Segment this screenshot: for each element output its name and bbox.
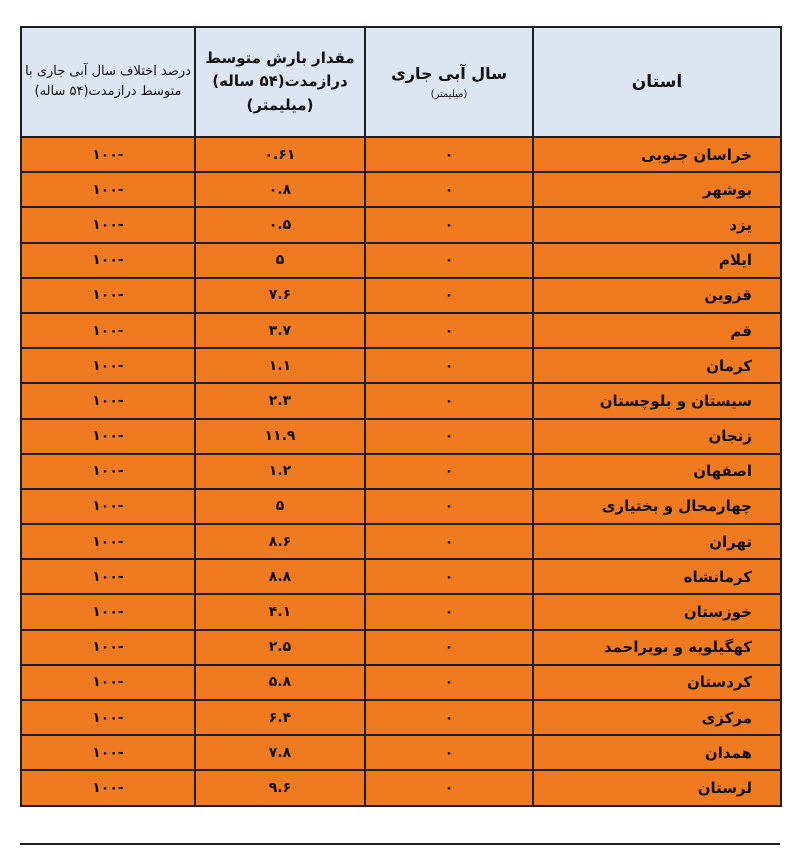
long-term-average-cell: ۶.۴ [195, 700, 365, 735]
table-row [21, 665, 781, 700]
long-term-average-cell: ۱.۲ [195, 454, 365, 489]
long-term-average-cell: ۸.۶ [195, 524, 365, 559]
table-row [21, 559, 781, 594]
table-row [21, 735, 781, 770]
header-percent-difference: درصد اختلاف سال آبی جاری با متوسط درازمدت(۵۴ ساله) [21, 27, 195, 137]
percent-difference-cell: -۱۰۰ [21, 770, 195, 805]
current-year-cell: ۰ [365, 419, 533, 454]
header-current-year [365, 27, 533, 137]
long-term-average-cell: ۹.۶ [195, 770, 365, 805]
long-term-average-cell: ۷.۸ [195, 735, 365, 770]
percent-difference-cell: -۱۰۰ [21, 243, 195, 278]
province-cell: کردستان [533, 665, 781, 700]
province-cell: قزوین [533, 278, 781, 313]
current-year-cell: ۰ [365, 770, 533, 805]
table-row [21, 770, 781, 805]
province-cell: ایلام [533, 243, 781, 278]
long-term-average-cell: ۴.۱ [195, 594, 365, 629]
province-cell: چهارمحال و بختیاری [533, 489, 781, 524]
current-year-cell: ۰ [365, 594, 533, 629]
current-year-cell: ۰ [365, 243, 533, 278]
current-year-cell: ۰ [365, 489, 533, 524]
province-cell: خوزستان [533, 594, 781, 629]
percent-difference-cell: -۱۰۰ [21, 594, 195, 629]
long-term-average-cell: ۱۱.۹ [195, 419, 365, 454]
percent-difference-cell: -۱۰۰ [21, 313, 195, 348]
percent-difference-cell: -۱۰۰ [21, 630, 195, 665]
province-cell: تهران [533, 524, 781, 559]
percent-difference-cell: -۱۰۰ [21, 700, 195, 735]
province-cell: سیستان و بلوچستان [533, 383, 781, 418]
province-cell: اصفهان [533, 454, 781, 489]
province-cell: کرمانشاه [533, 559, 781, 594]
long-term-average-cell: ۰.۶۱ [195, 137, 365, 172]
province-cell: کرمان [533, 348, 781, 383]
current-year-cell: ۰ [365, 207, 533, 242]
table-row [21, 489, 781, 524]
long-term-average-cell: ۲.۵ [195, 630, 365, 665]
province-cell: بوشهر [533, 172, 781, 207]
current-year-cell: ۰ [365, 700, 533, 735]
percent-difference-cell: -۱۰۰ [21, 735, 195, 770]
long-term-average-cell: ۵ [195, 243, 365, 278]
percent-difference-cell: -۱۰۰ [21, 489, 195, 524]
current-year-cell: ۰ [365, 524, 533, 559]
table-row [21, 172, 781, 207]
long-term-average-cell: ۵.۸ [195, 665, 365, 700]
header-province: استان [533, 27, 781, 137]
province-cell: زنجان [533, 419, 781, 454]
province-cell: یزد [533, 207, 781, 242]
table-row [21, 454, 781, 489]
header-current-year-unit: (میلیمتر) [430, 88, 468, 100]
table-row [21, 313, 781, 348]
percent-difference-cell: -۱۰۰ [21, 419, 195, 454]
table-body [21, 137, 781, 806]
province-cell: همدان [533, 735, 781, 770]
long-term-average-cell: ۰.۸ [195, 172, 365, 207]
long-term-average-cell: ۰.۵ [195, 207, 365, 242]
percent-difference-cell: -۱۰۰ [21, 137, 195, 172]
current-year-cell: ۰ [365, 348, 533, 383]
table-row [21, 243, 781, 278]
long-term-average-cell: ۳.۷ [195, 313, 365, 348]
current-year-cell: ۰ [365, 559, 533, 594]
percent-difference-cell: -۱۰۰ [21, 348, 195, 383]
current-year-cell: ۰ [365, 383, 533, 418]
province-cell: لرستان [533, 770, 781, 805]
table-row [21, 383, 781, 418]
percent-difference-cell: -۱۰۰ [21, 665, 195, 700]
table-row [21, 594, 781, 629]
table-header [21, 27, 781, 137]
province-cell: کهگیلویه و بویراحمد [533, 630, 781, 665]
long-term-average-cell: ۷.۶ [195, 278, 365, 313]
current-year-cell: ۰ [365, 735, 533, 770]
table-row [21, 348, 781, 383]
table-row [21, 524, 781, 559]
percent-difference-cell: -۱۰۰ [21, 524, 195, 559]
current-year-cell: ۰ [365, 630, 533, 665]
header-current-year-label: سال آبی جاری [391, 63, 507, 83]
table-row [21, 207, 781, 242]
percent-difference-cell: -۱۰۰ [21, 454, 195, 489]
percent-difference-cell: -۱۰۰ [21, 559, 195, 594]
percent-difference-cell: -۱۰۰ [21, 278, 195, 313]
long-term-average-cell: ۲.۳ [195, 383, 365, 418]
header-long-term-average: مقدار بارش متوسط درازمدت(۵۴ ساله) (میلیمتر) [195, 27, 365, 137]
current-year-cell: ۰ [365, 454, 533, 489]
table-row [21, 419, 781, 454]
precipitation-table-container [20, 26, 780, 807]
province-cell: خراسان جنوبی [533, 137, 781, 172]
percent-difference-cell: -۱۰۰ [21, 383, 195, 418]
long-term-average-cell: ۸.۸ [195, 559, 365, 594]
long-term-average-cell: ۵ [195, 489, 365, 524]
percent-difference-cell: -۱۰۰ [21, 207, 195, 242]
table-row [21, 278, 781, 313]
percent-difference-cell: -۱۰۰ [21, 172, 195, 207]
current-year-cell: ۰ [365, 665, 533, 700]
table-row [21, 700, 781, 735]
province-cell: قم [533, 313, 781, 348]
table-row [21, 137, 781, 172]
current-year-cell: ۰ [365, 137, 533, 172]
precipitation-table [20, 26, 782, 807]
current-year-cell: ۰ [365, 172, 533, 207]
current-year-cell: ۰ [365, 313, 533, 348]
long-term-average-cell: ۱.۱ [195, 348, 365, 383]
province-cell: مرکزی [533, 700, 781, 735]
current-year-cell: ۰ [365, 278, 533, 313]
table-row [21, 630, 781, 665]
header-row [21, 27, 781, 137]
table-bottom-border [20, 843, 780, 845]
